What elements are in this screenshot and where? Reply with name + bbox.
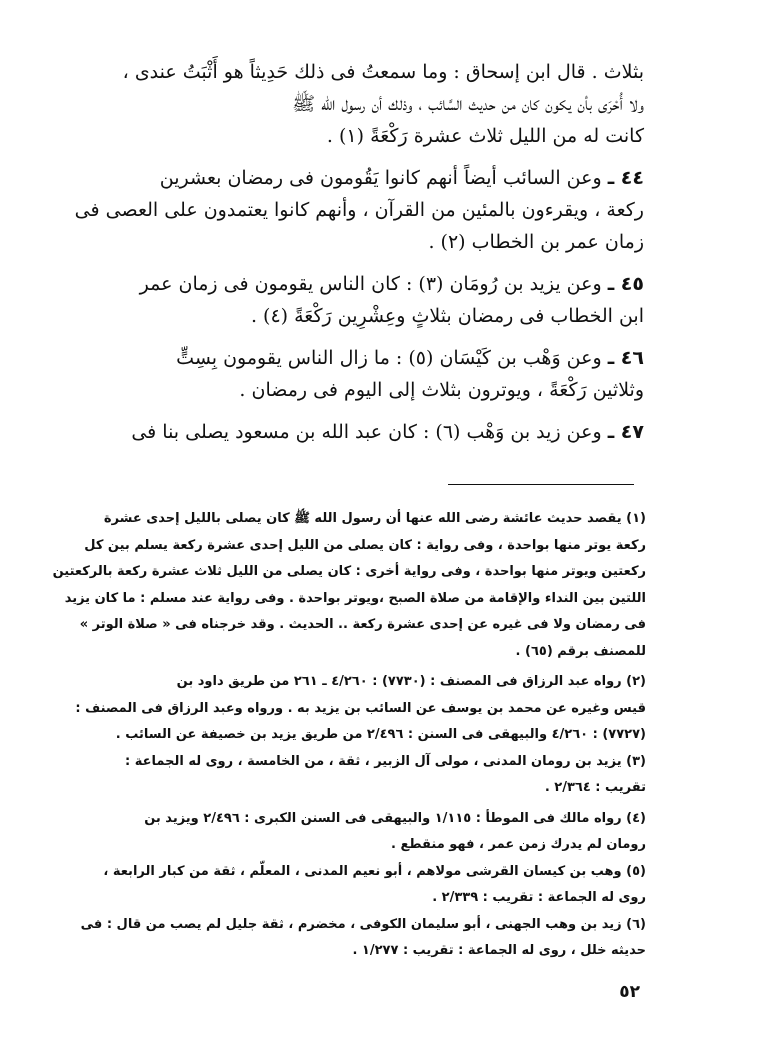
footnote-line: (٤) رواه مالك فى الموطأ : ١/١١٥ والبيهقى فى السنن الكبرى : ٢/٤٩٦ ويزيد بن — [144, 810, 646, 826]
text-line — [128, 162, 644, 194]
footnote — [103, 859, 646, 912]
paragraph-number: ٤٧ ـ — [607, 421, 644, 443]
text-span: وعن زيد بن وَهْب (٦) : كان عبد الله بن مسعود يصلى بنا فى — [131, 421, 602, 443]
footnote-line: (٥) وهب بن كيسان القرشى مولاهم ، أبو نعيم المدنى ، المعلّم ، ثقة من كبار الرابعة ، — [103, 863, 646, 879]
footnote-line: رومان لم يدرك زمن عمر ، فهو منقطع . — [391, 837, 646, 852]
text-span: وعن وَهْب بن كَيْسَان (٥) : ما زال الناس يقومون بِسِتٍّ — [176, 347, 602, 369]
footnote-line: روى له الجماعة : تقريب : ٢/٣٣٩ . — [432, 890, 646, 905]
paragraph-number: ٤٦ ـ — [607, 347, 644, 369]
paragraph-number: ٤٥ ـ — [607, 273, 644, 295]
paragraph-number: ٤٤ ـ — [607, 167, 644, 189]
footnotes — [52, 506, 646, 965]
text-line — [128, 342, 644, 374]
footnote — [80, 912, 646, 965]
footnote-line: (٣) يزيد بن رومان المدنى ، مولى آل الزبير ، ثقة ، من الخامسة ، روى له الجماعة : — [125, 753, 646, 769]
footnote-line: (١) يقصد حديث عائشة رضى الله عنها أن رسول الله ﷺ كان يصلى بالليل إحدى عشرة — [103, 511, 646, 526]
page-number: ٥٢ — [619, 982, 640, 1002]
text-line: زمان عمر بن الخطاب (٢) . — [428, 231, 644, 253]
footnote-line: (٢) رواه عبد الرزاق فى المصنف : (٧٧٣٠) : ٤/٢٦٠ ـ ٢٦١ من طريق داود بن — [176, 674, 646, 689]
footnote-line: (٧٧٢٧) : ٤/٢٦٠ والبيهقى فى السنن : ٢/٤٩٦ من طريق يزيد بن خصيفة عن السائب . — [115, 727, 646, 742]
text-line — [128, 416, 644, 448]
paragraph — [128, 416, 644, 448]
footnote-line: قيس وغيره عن محمد بن يوسف عن السائب بن يزيد به . ورواه وعبد الرزاق فى المصنف : — [75, 700, 646, 716]
footnote — [52, 506, 646, 665]
footnote-divider — [448, 484, 634, 485]
text-line: ركعة ، ويقرءون بالمئين من القرآن ، وأنهم كانوا يعتمدون على العصى فى — [74, 199, 644, 221]
paragraph — [122, 56, 644, 152]
text-line: وثلاثين رَكْعَةً ، ويوترون بثلاث إلى اليوم فى رمضان . — [239, 379, 644, 401]
footnote — [75, 669, 646, 749]
text-line: ولا أُحْرَى بأن يكون كان من حديث السَّائب ، وذلك أن رسول الله ﷺ — [292, 93, 644, 115]
paragraph — [128, 342, 644, 406]
footnote-line: ركعة يوتر منها بواحدة ، وفى رواية : كان يصلى من الليل إحدى عشرة ركعة يسلم بين كل — [84, 537, 646, 553]
footnote-line: حديثه خلل ، روى له الجماعة : تقريب : ١/٢٧٧ . — [352, 943, 646, 958]
footnote-line: تقريب : ٢/٣٦٤ . — [544, 780, 646, 795]
footnote-line: (٦) زيد بن وهب الجهنى ، أبو سليمان الكوفى ، مخضرم ، ثقة جليل لم يصب من قال : فى — [80, 916, 646, 932]
text-line — [128, 268, 644, 300]
text-span: وعن يزيد بن رُومَان (٣) : كان الناس يقومون فى زمان عمر — [139, 273, 602, 295]
footnote-line: اللتين بين النداء والإقامة من صلاة الصبح ،ويوتر بواحدة . وفى رواية عند مسلم : ما كان يزيد — [64, 590, 646, 606]
footnote — [125, 749, 646, 802]
footnote-line: للمصنف برقم (٦٥) . — [515, 643, 646, 659]
text-line: بثلاث . قال ابن إسحاق : وما سمعتُ فى ذلك حَدِيثاً هو أَثْبَتُ عندى ، — [122, 61, 644, 83]
footnote — [128, 806, 646, 859]
footnote-line: فى رمضان ولا فى غيره عن إحدى عشرة ركعة .. الحديث . وقد خرجناه فى « صلاة الوتر » — [79, 617, 646, 632]
text-line: ابن الخطاب فى رمضان بثلاثٍ وعِشْرِين رَكْعَةً (٤) . — [250, 305, 644, 327]
paragraph — [128, 268, 644, 332]
text-line: كانت له من الليل ثلاث عشرة رَكْعَةً (١) . — [326, 125, 644, 147]
text-span: وعن السائب أيضاً أنهم كانوا يَقُومون فى رمضان بعشرين — [159, 167, 602, 189]
footnote-line: ركعتين ويوتر منها بواحدة ، وفى رواية أخرى : كان يصلى من الليل ثلاث عشرة ركعة بالركعتين — [52, 564, 646, 579]
main-text — [74, 56, 644, 448]
paragraph — [74, 162, 644, 258]
